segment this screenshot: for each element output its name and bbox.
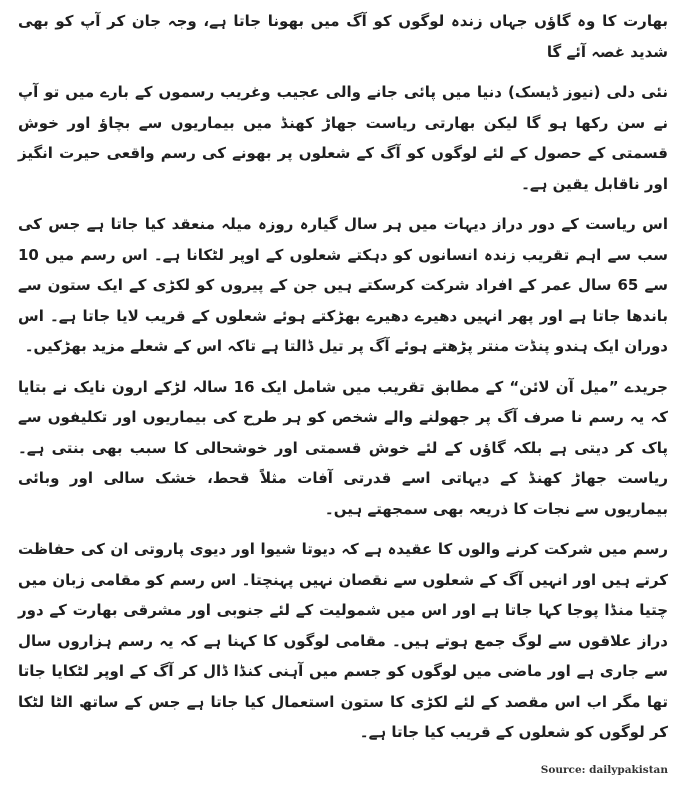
article-headline: بھارت کا وہ گاؤں جہاں زندہ لوگوں کو آگ میں بھونا جاتا ہے، وجہ جان کر آپ کو بھی شدید غصہ آئے گا [18,12,668,61]
article-paragraph: جریدے ”میل آن لائن“ کے مطابق تقریب میں شامل ایک 16 سالہ لڑکے ارون نایک نے بتایا کہ یہ رسم نا صرف آگ پر جھولنے والے شخص کو ہر طرح کی بیماریوں اور تکلیفوں سے پاک کر دیتی ہے بلکہ گاؤں کے لئے خوش قسمتی اور خوشحالی کا سبب بھی بنتی ہے۔ ریاست جھاڑ کھنڈ کے دیہاتی اسے قدرتی آفات مثلاً قحط، خشک سالی اور وبائی بیماریوں سے نجات کا ذریعہ بھی سمجھتے ہیں۔ [18,377,668,518]
article-paragraph: اس ریاست کے دور دراز دیہات میں ہر سال گیارہ روزہ میلہ منعقد کیا جاتا ہے جس کی سب سے اہم تقریب زندہ انسانوں کو دہکتے شعلوں کے اوپر لٹکانا ہے۔ اس رسم میں 10 سے 65 سال عمر کے افراد شرکت کرسکتے ہیں جن کے پیروں کو لکڑی کے ایک ستون سے باندھا جاتا ہے اور پھر انہیں دھیرے دھیرے بھڑکتے ہوئے شعلوں کے قریب لایا جاتا ہے۔ اس دوران ایک ہندو پنڈت منتر پڑھتے ہوئے آگ پر تیل ڈالتا ہے تاکہ اس کے شعلے مزید بھڑکیں۔ [18,215,668,355]
article-paragraph: نئی دلی (نیوز ڈیسک) دنیا میں پائی جانے والی عجیب وغریب رسموں کے بارے میں تو آپ نے سن رکھا ہو گا لیکن بھارتی ریاست جھاڑ کھنڈ میں بیماریوں سے بچاؤ اور خوش قسمتی کے حصول کے لئے لوگوں کو آگ کے شعلوں پر بھونے کی رسم واقعی حیرت انگیز اور ناقابل یقین ہے۔ [18,83,668,193]
article-paragraph: رسم میں شرکت کرنے والوں کا عقیدہ ہے کہ دیوتا شیوا اور دیوی پاروتی ان کی حفاظت کرتے ہیں اور انہیں آگ کے شعلوں سے نقصان نہیں پہنچتا۔ اس رسم کو مقامی زبان میں چتیا منڈا پوجا کہا جاتا ہے اور اس میں شمولیت کے لئے جنوبی اور مشرقی بھارت کے دور دراز علاقوں سے لوگ جمع ہوتے ہیں۔ مقامی لوگوں کا کہنا ہے کہ یہ رسم ہزاروں سال سے جاری ہے اور ماضی میں لوگوں کو جسم میں آہنی کنڈا ڈال کر آگ کے اوپر لٹکایا جاتا تھا مگر اب اس مقصد کے لئے لکڑی کا ستون استعمال کیا جاتا ہے جس کے ساتھ الٹا لٹکا کر لوگوں کو شعلوں کے قریب کیا جاتا ہے۔ [18,540,668,741]
source-credit: Source: dailypakistan [540,764,668,776]
